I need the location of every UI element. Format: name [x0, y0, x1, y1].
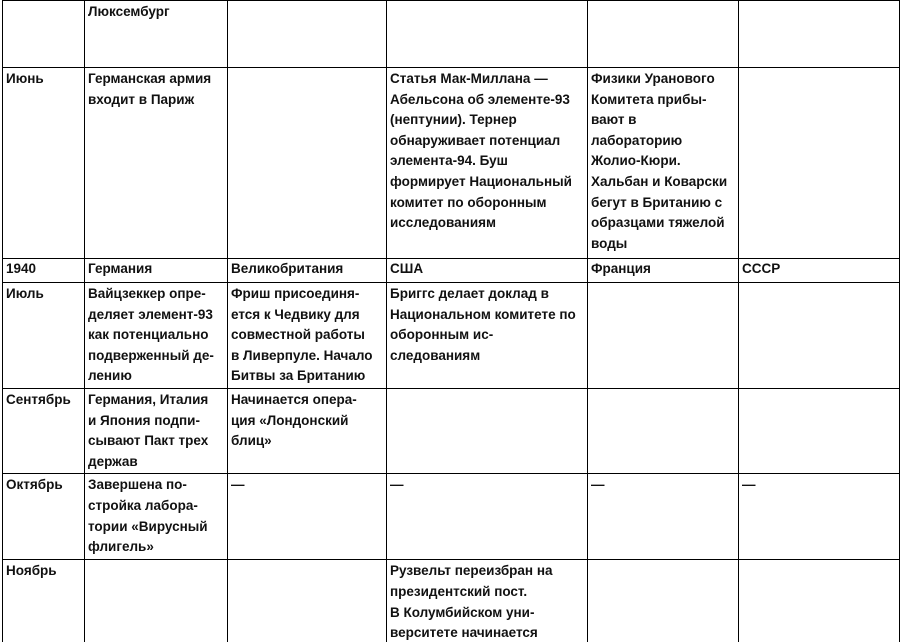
- usa-cell: [387, 1, 588, 68]
- usa-cell: —: [387, 474, 588, 560]
- month-cell: Октябрь: [3, 474, 85, 560]
- table-row: [3, 560, 900, 642]
- france-cell: [588, 560, 739, 642]
- usa-cell: Статья Мак-Миллана — Абельсона об элементе-93 (нептунии). Тернер обнаруживает потенциал элемента-94. Буш формирует Национальный комитет по оборонным исследованиям: [387, 68, 588, 259]
- column-header-ussr: СССР: [739, 259, 900, 283]
- column-header-france: Франция: [588, 259, 739, 283]
- france-cell: —: [588, 474, 739, 560]
- usa-cell: Рузвельт переизбран на президентский пост. В Колумбийском уни- верситете начинается: [387, 560, 588, 642]
- germany-cell: Германия, Италия и Япония подпи- сывают Пакт трех держав: [85, 388, 228, 473]
- britain-cell: [228, 1, 387, 68]
- column-header-britain: Великобритания: [228, 259, 387, 283]
- britain-cell: [228, 68, 387, 259]
- year-header: 1940: [3, 259, 85, 283]
- britain-cell: Начинается опера- ция «Лондонский блиц»: [228, 388, 387, 473]
- ussr-cell: [739, 388, 900, 473]
- table-row: [3, 68, 900, 259]
- germany-cell: Вайцзеккер опре- деляет элемент-93 как потенциально подверженный де- лению: [85, 283, 228, 389]
- france-cell: Физики Уранового Комитета прибы- вают в лабораторию Жолио-Кюри. Хальбан и Коварски бегут в Британию с образцами тяжелой воды: [588, 68, 739, 259]
- usa-cell: [387, 388, 588, 473]
- table-row: [3, 474, 900, 560]
- france-cell: [588, 283, 739, 389]
- column-header-germany: Германия: [85, 259, 228, 283]
- ussr-cell: [739, 68, 900, 259]
- ussr-cell: [739, 283, 900, 389]
- britain-cell: —: [228, 474, 387, 560]
- france-cell: [588, 1, 739, 68]
- table-header-row: [3, 259, 900, 283]
- column-header-usa: США: [387, 259, 588, 283]
- ussr-cell: —: [739, 474, 900, 560]
- month-cell: Ноябрь: [3, 560, 85, 642]
- ussr-cell: [739, 560, 900, 642]
- france-cell: [588, 388, 739, 473]
- month-cell: Сентябрь: [3, 388, 85, 473]
- germany-cell: Завершена по- стройка лабора- тории «Вирусный флигель»: [85, 474, 228, 560]
- britain-cell: [228, 560, 387, 642]
- month-cell: Июнь: [3, 68, 85, 259]
- germany-cell: Люксембург: [85, 1, 228, 68]
- table-row: [3, 388, 900, 473]
- germany-cell: Германская армия входит в Париж: [85, 68, 228, 259]
- timeline-table: [2, 0, 900, 642]
- table-row: [3, 1, 900, 68]
- usa-cell: Бриггс делает доклад в Национальном комитете по оборонным ис- следованиям: [387, 283, 588, 389]
- table-row: [3, 283, 900, 389]
- month-cell: [3, 1, 85, 68]
- germany-cell: [85, 560, 228, 642]
- month-cell: Июль: [3, 283, 85, 389]
- britain-cell: Фриш присоединя- ется к Чедвику для совместной работы в Ливерпуле. Начало Битвы за Британию: [228, 283, 387, 389]
- ussr-cell: [739, 1, 900, 68]
